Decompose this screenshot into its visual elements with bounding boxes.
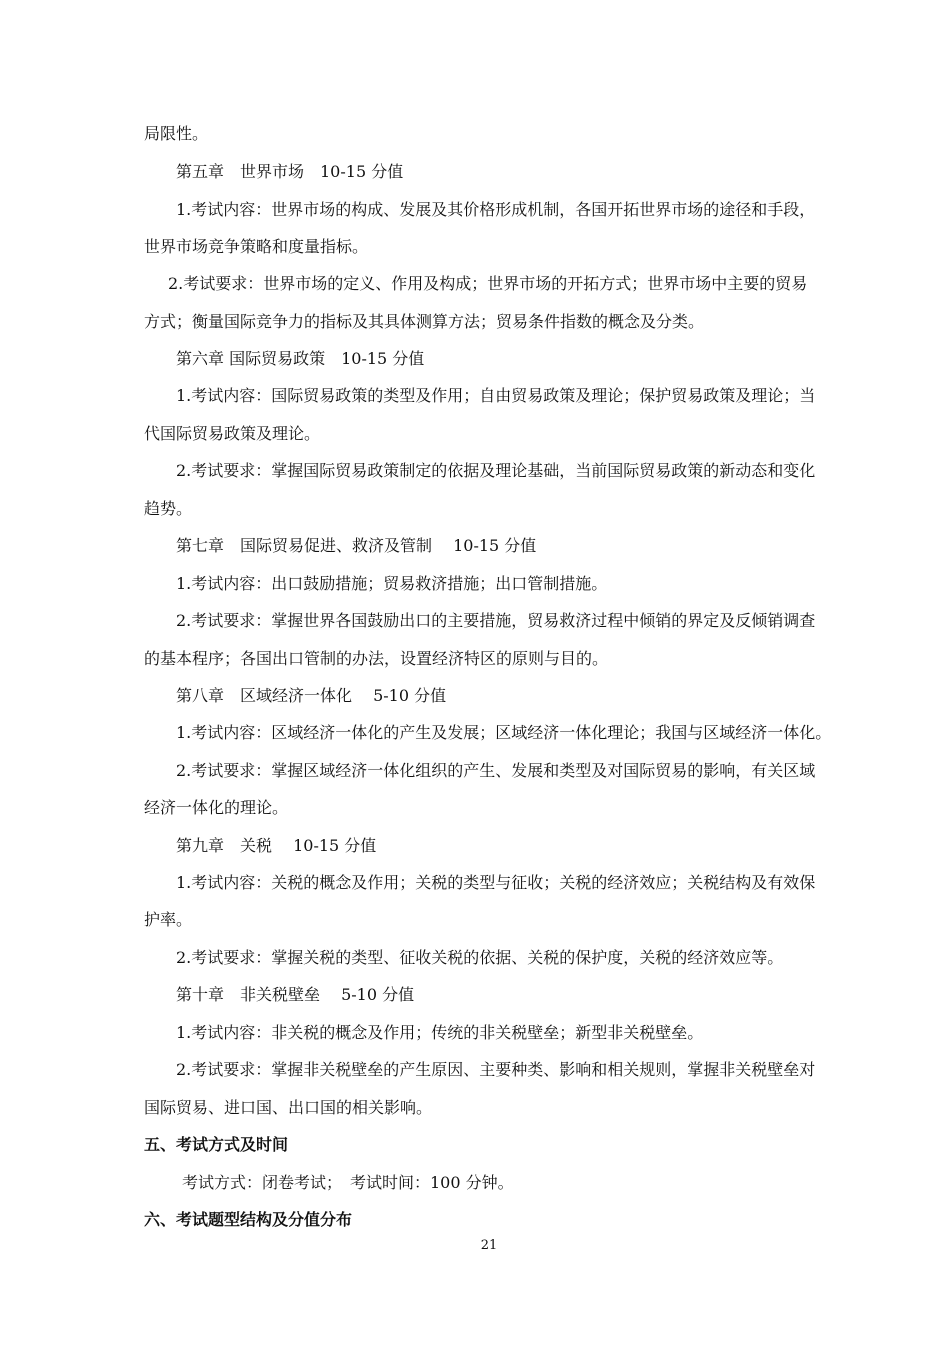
- body-text-line: 经济一体化的理论。: [144, 798, 289, 817]
- body-text-line: 局限性。: [144, 124, 209, 143]
- chapter-heading: 第五章 世界市场 10-15 分值: [176, 162, 404, 181]
- body-text-line: 世界市场竞争策略和度量指标。: [144, 237, 369, 256]
- body-text-line: 2.考试要求：掌握非关税壁垒的产生原因、主要种类、影响和相关规则，掌握非关税壁垒对: [176, 1060, 816, 1079]
- body-text-line: 国际贸易、进口国、出口国的相关影响。: [144, 1098, 433, 1117]
- body-text-line: 1.考试内容：关税的概念及作用；关税的类型与征收；关税的经济效应；关税结构及有效保: [176, 873, 816, 892]
- body-text-line: 1.考试内容：世界市场的构成、发展及其价格形成机制，各国开拓世界市场的途径和手段，: [176, 200, 816, 219]
- body-text-line: 2.考试要求：世界市场的定义、作用及构成；世界市场的开拓方式；世界市场中主要的贸易: [168, 274, 808, 293]
- body-text-line: 护率。: [144, 910, 193, 929]
- body-text-line: 1.考试内容：非关税的概念及作用；传统的非关税壁垒；新型非关税壁垒。: [176, 1023, 704, 1042]
- body-text-line: 2.考试要求：掌握国际贸易政策制定的依据及理论基础，当前国际贸易政策的新动态和变化: [176, 461, 816, 480]
- body-text-line: 的基本程序；各国出口管制的办法，设置经济特区的原则与目的。: [144, 649, 609, 668]
- body-text-line: 趋势。: [144, 499, 193, 518]
- body-text-line: 代国际贸易政策及理论。: [144, 424, 321, 443]
- chapter-heading: 第八章 区域经济一体化 5-10 分值: [176, 686, 447, 705]
- chapter-heading: 第十章 非关税壁垒 5-10 分值: [176, 985, 415, 1004]
- body-text-line: 2.考试要求：掌握世界各国鼓励出口的主要措施，贸易救济过程中倾销的界定及反倾销调查: [176, 611, 816, 630]
- section-heading: 六、考试题型结构及分值分布: [144, 1210, 353, 1229]
- chapter-heading: 第九章 关税 10-15 分值: [176, 836, 377, 855]
- page-number: 21: [480, 1238, 498, 1253]
- chapter-heading: 第七章 国际贸易促进、救济及管制 10-15 分值: [176, 536, 537, 555]
- body-text-line: 考试方式：闭卷考试； 考试时间：100 分钟。: [182, 1173, 514, 1192]
- chapter-heading: 第六章 国际贸易政策 10-15 分值: [176, 349, 425, 368]
- body-text-line: 1.考试内容：出口鼓励措施；贸易救济措施；出口管制措施。: [176, 574, 608, 593]
- body-text-line: 方式；衡量国际竞争力的指标及其具体测算方法；贸易条件指数的概念及分类。: [144, 312, 705, 331]
- body-text-line: 1.考试内容：国际贸易政策的类型及作用；自由贸易政策及理论；保护贸易政策及理论；当: [176, 386, 816, 405]
- body-text-line: 1.考试内容：区域经济一体化的产生及发展；区域经济一体化理论；我国与区域经济一体化。: [176, 723, 832, 742]
- body-text-line: 2.考试要求：掌握关税的类型、征收关税的依据、关税的保护度，关税的经济效应等。: [176, 948, 784, 967]
- body-text-line: 2.考试要求：掌握区域经济一体化组织的产生、发展和类型及对国际贸易的影响，有关区域: [176, 761, 816, 780]
- section-heading: 五、考试方式及时间: [144, 1135, 289, 1154]
